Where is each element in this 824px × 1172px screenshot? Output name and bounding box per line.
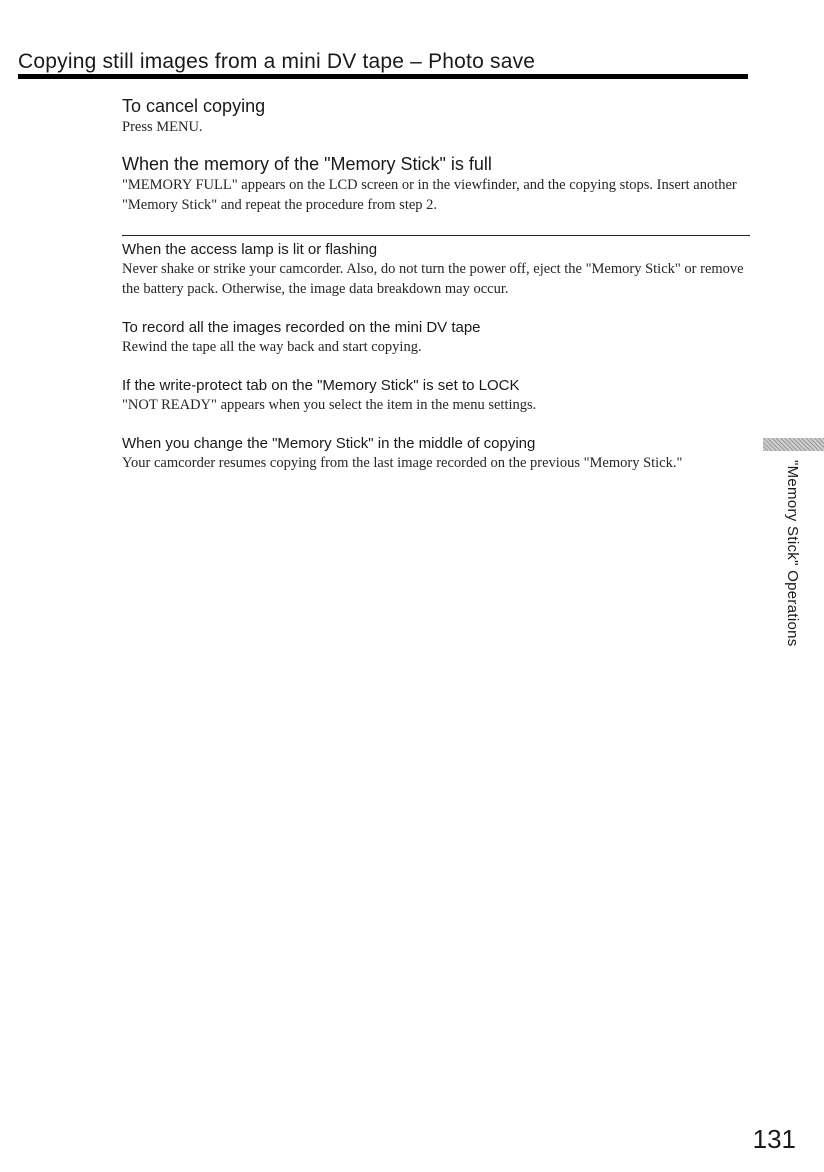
section-body: Press MENU. (122, 119, 203, 135)
page-title: Copying still images from a mini DV tape – Photo save (18, 50, 536, 73)
header-rule (18, 74, 748, 79)
note-write-protect (122, 376, 750, 415)
note-change-stick (122, 434, 750, 473)
note-heading: If the write-protect tab on the "Memory Stick" is set to LOCK (122, 377, 520, 394)
side-tab-label: "Memory Stick" Operations (784, 460, 801, 647)
section-cancel-copying (122, 95, 750, 137)
page-number: 131 (752, 1124, 796, 1154)
section-heading: When the memory of the "Memory Stick" is full (122, 154, 492, 174)
note-body: Your camcorder resumes copying from the last image recorded on the previous "Memory Stick." (122, 455, 683, 471)
note-record-all (122, 318, 750, 357)
note-heading: When you change the "Memory Stick" in the middle of copying (122, 435, 536, 452)
note-heading: To record all the images recorded on the mini DV tape (122, 319, 481, 336)
side-tab-marker (763, 438, 824, 451)
section-memory-full (122, 153, 750, 215)
note-body: "NOT READY" appears when you select the item in the menu settings. (122, 397, 537, 413)
note-heading: When the access lamp is lit or flashing (122, 241, 378, 258)
note-body: Never shake or strike your camcorder. Also, do not turn the power off, eject the "Memory Stick" or remove the battery pack. Otherwise, the image data breakdown may occur. (122, 261, 744, 297)
section-body: "MEMORY FULL" appears on the LCD screen or in the viewfinder, and the copying stops. Insert another "Memory Stick" and repeat the procedure from step 2. (122, 177, 737, 213)
note-body: Rewind the tape all the way back and start copying. (122, 339, 422, 355)
note-access-lamp (122, 240, 750, 299)
section-heading: To cancel copying (122, 96, 266, 116)
notes-block (122, 235, 750, 492)
